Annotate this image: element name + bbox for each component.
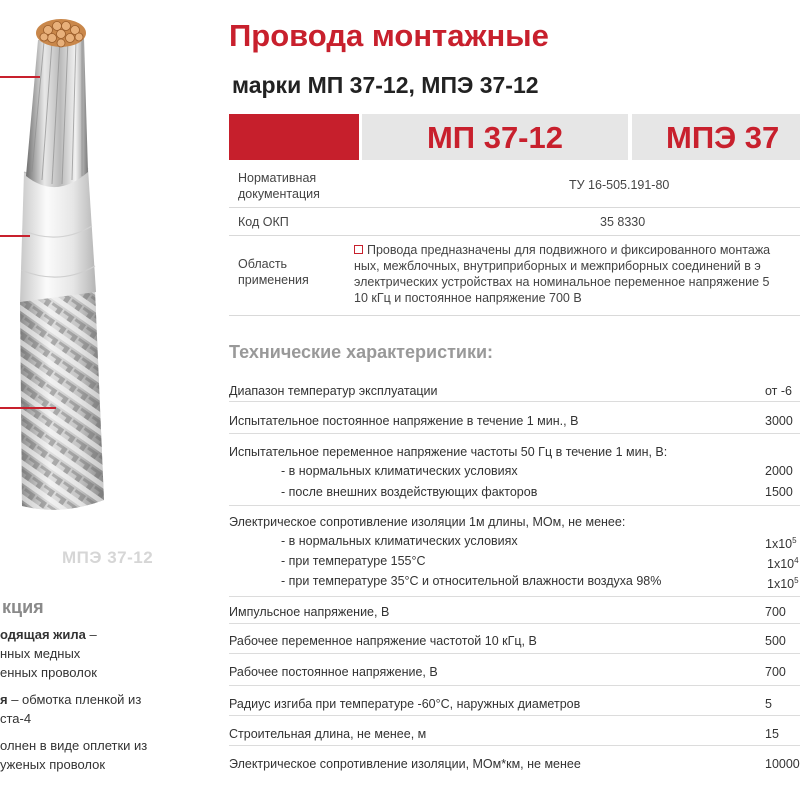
bullet-square-icon bbox=[354, 245, 363, 254]
row-insulation-1m: Электрическое сопротивление изоляции 1м длины, МОм, не менее: - в нормальных климатических условиях $1х10^5$ - при температуре 155°С $1х10^4$ - при температуре 35°С и относительной влажности воздуха 98% $1х10^5$ bbox=[229, 506, 800, 597]
normative-value: ТУ 16-505.191-80 bbox=[569, 178, 670, 192]
film-insulation bbox=[20, 168, 96, 302]
construction-section bbox=[0, 598, 210, 782]
cable-illustration bbox=[0, 0, 215, 520]
normative-label-2: документация bbox=[238, 187, 320, 201]
row-okp bbox=[229, 208, 800, 236]
model-caption: МПЭ 37-12 bbox=[62, 548, 154, 567]
row-dc-test: Испытательное постоянное напряжение в течение 1 мин., В 3000 bbox=[229, 402, 800, 434]
normative-label-1: Нормативная bbox=[238, 171, 317, 185]
model-mp-header: МП 37-12 bbox=[362, 114, 628, 160]
page-title: Провода монтажные bbox=[229, 18, 549, 53]
row-normative bbox=[229, 160, 800, 208]
model-header bbox=[229, 114, 800, 160]
tech-characteristics-title: Технические характеристики: bbox=[229, 342, 494, 362]
spec-table bbox=[229, 160, 800, 316]
construction-item-conductor: одящая жила – нных медных енных проволок bbox=[0, 627, 97, 680]
construction-heading: кция bbox=[2, 597, 44, 617]
row-insulation-km: Электрическое сопротивление изоляции, МОм*км, не менее 10000 bbox=[229, 757, 800, 771]
okp-label: Код ОКП bbox=[238, 215, 289, 229]
row-bend: Радиус изгиба при температуре -60°С, наружных диаметров 5 bbox=[229, 686, 800, 716]
pointer-insulation bbox=[0, 235, 30, 237]
header-accent-block bbox=[229, 114, 359, 160]
model-mpe-header: МПЭ 37 bbox=[632, 114, 800, 160]
pointer-braid bbox=[0, 407, 56, 409]
pointer-conductor bbox=[0, 76, 40, 78]
row-length: Строительная длина, не менее, м 15 bbox=[229, 716, 800, 746]
okp-value: 35 8330 bbox=[600, 215, 646, 229]
stranded-conductor bbox=[26, 38, 88, 187]
application-label-2: применения bbox=[238, 273, 309, 287]
application-label-1: Область bbox=[238, 257, 288, 271]
row-ac-test: Испытательное переменное напряжение частоты 50 Гц в течение 1 мин, В: - в нормальных климатических условиях 2000 - после внешних воздействующих факторов 1500 bbox=[229, 434, 800, 506]
row-impulse: Импульсное напряжение, В 700 bbox=[229, 597, 800, 624]
row-dc-work: Рабочее постоянное напряжение, В 700 bbox=[229, 654, 800, 686]
construction-item-insulation: я – обмотка пленкой из ста-4 bbox=[0, 692, 142, 726]
row-ac-work: Рабочее переменное напряжение частотой 10 кГц, В 500 bbox=[229, 624, 800, 654]
row-temp-range: Диапазон температур эксплуатации от -6 bbox=[229, 373, 800, 402]
page-subtitle: марки МП 37-12, МПЭ 37-12 bbox=[232, 72, 539, 98]
application-text: Провода предназначены для подвижного и фиксированного монтажа ных, межблочных, внутриприборных и межприборных соединений в э электрических устройствах на номинальное переменное напряжение 5 10 кГц и постоянное напряжение 700 В bbox=[354, 243, 771, 305]
construction-item-braid: олнен в виде оплетки из уженых проволок bbox=[0, 738, 148, 772]
row-application bbox=[229, 236, 800, 316]
